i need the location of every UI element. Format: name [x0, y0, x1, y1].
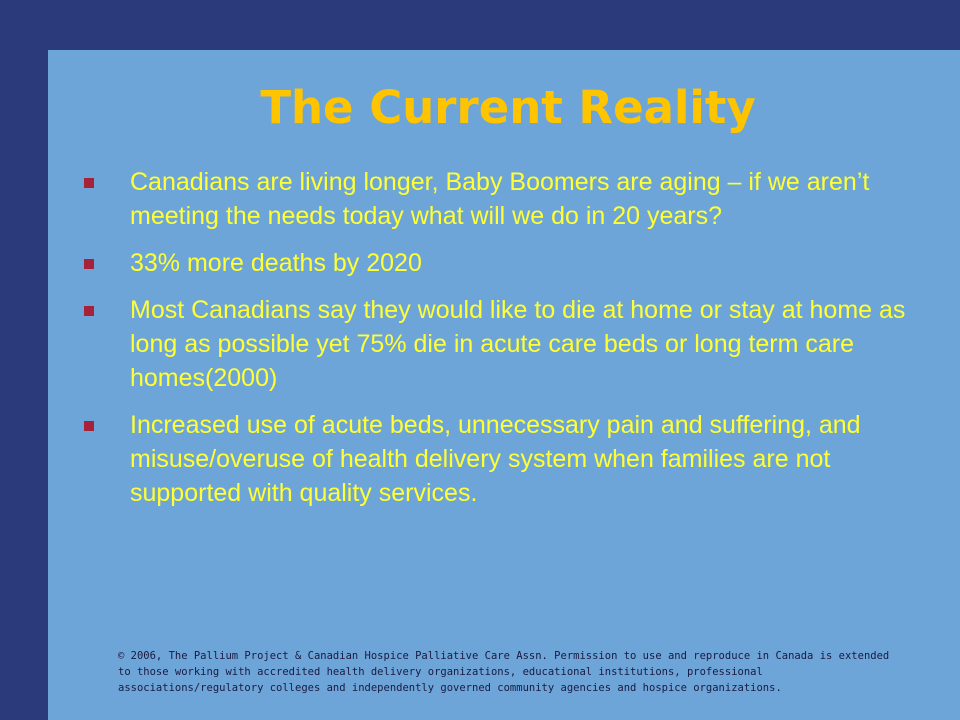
square-bullet-icon	[84, 306, 94, 316]
bullet-text: Canadians are living longer, Baby Boomers are aging – if we aren’t meeting the needs today what will we do in 20 years?	[130, 168, 870, 230]
copyright-footer: © 2006, The Pallium Project & Canadian Hospice Palliative Care Assn. Permission to use and reproduce in Canada is extended to those working with accredited health delivery organizations, educational institutions, professional associations/regulatory colleges and independently governed community agencies and hospice organizations.	[118, 650, 890, 694]
square-bullet-icon	[84, 259, 94, 269]
square-bullet-icon	[84, 178, 94, 188]
bullet-list	[83, 165, 933, 523]
bullet-item	[83, 246, 933, 280]
bullet-item	[83, 293, 933, 395]
bullet-text: 33% more deaths by 2020	[130, 249, 422, 277]
bullet-text: Increased use of acute beds, unnecessary pain and suffering, and misuse/overuse of health delivery system when families are not supported with quality services.	[130, 411, 861, 507]
slide-panel	[48, 50, 960, 720]
square-bullet-icon	[84, 421, 94, 431]
frame-top-bar	[0, 0, 960, 50]
bullet-item	[83, 165, 933, 233]
bullet-item	[83, 408, 933, 510]
slide-title: The Current Reality	[260, 81, 756, 134]
bullet-text: Most Canadians say they would like to die at home or stay at home as long as possible yet 75% die in acute care beds or long term care homes(2000)	[130, 296, 906, 392]
frame-left-bar	[0, 0, 48, 720]
